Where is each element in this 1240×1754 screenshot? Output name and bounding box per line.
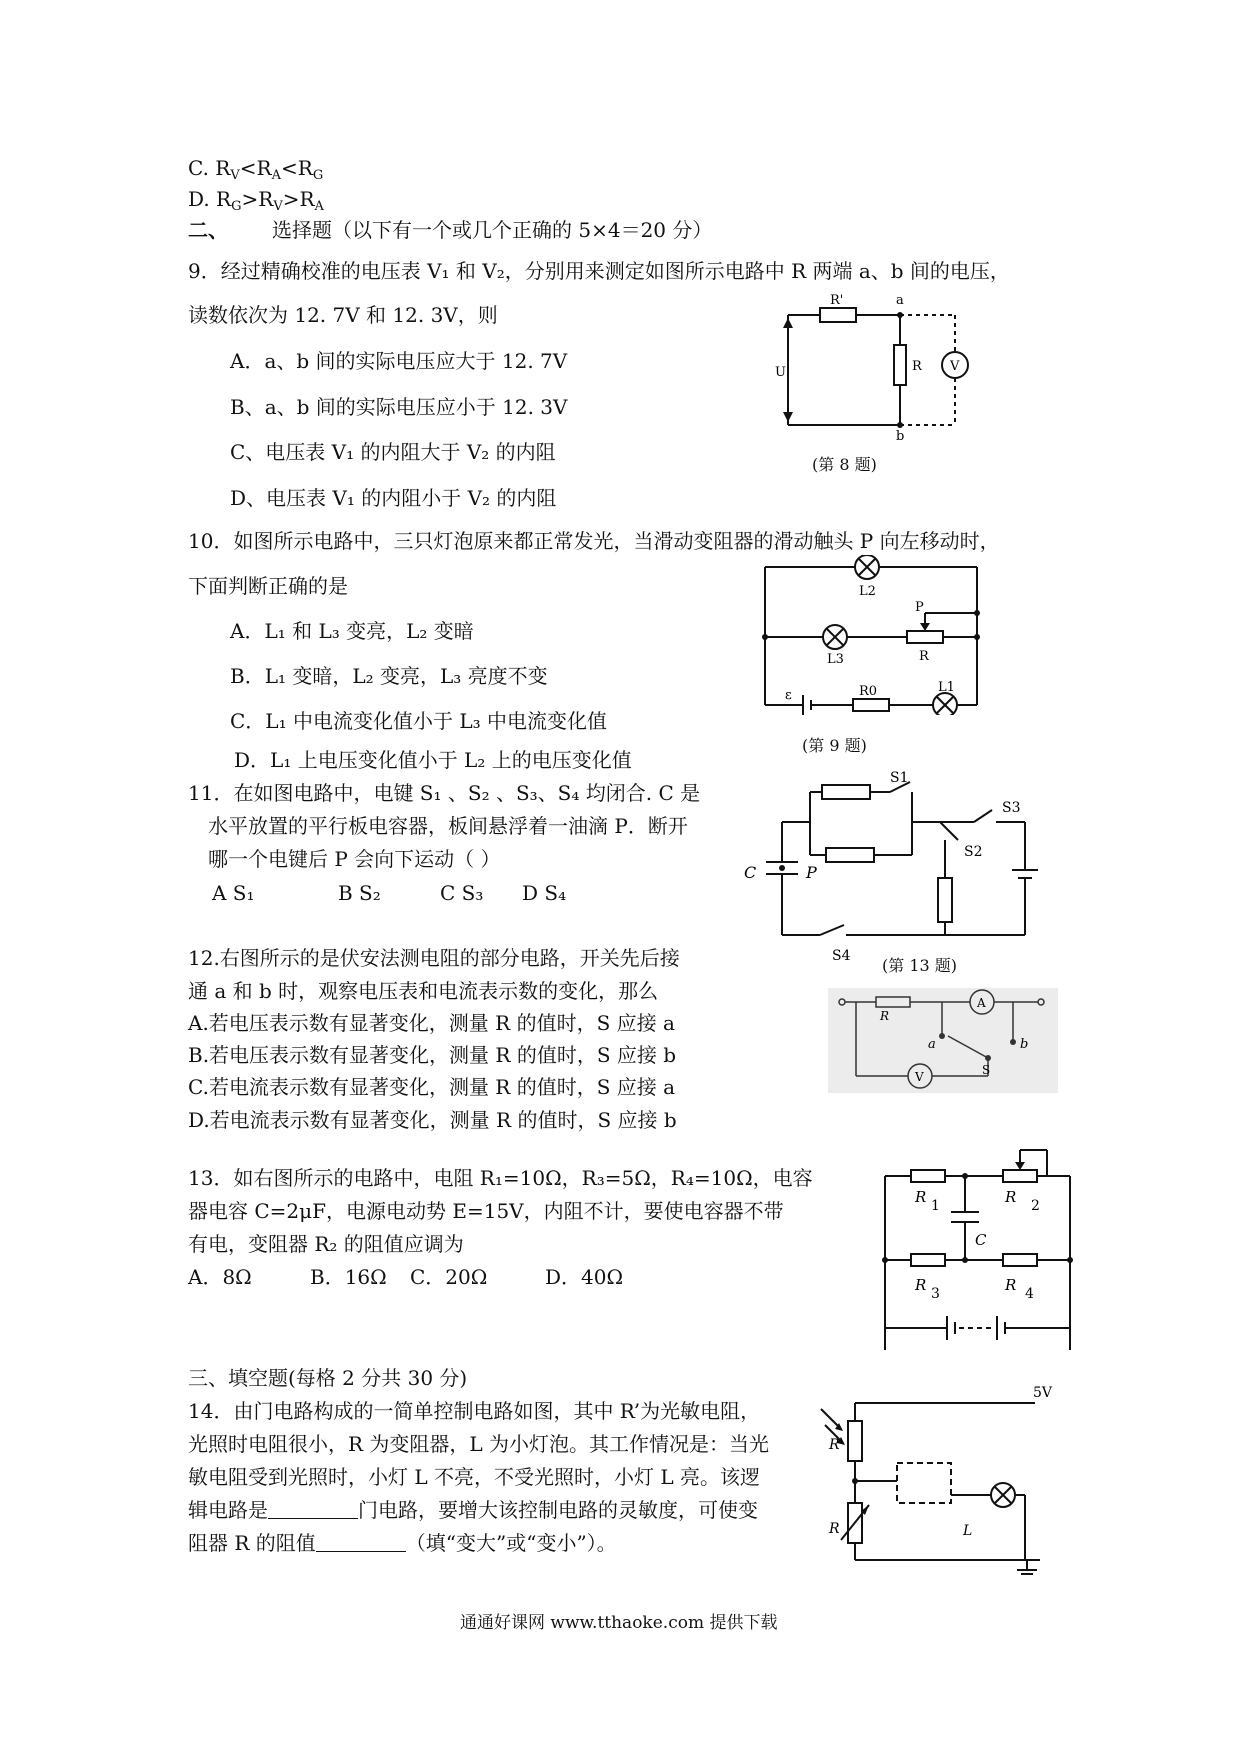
q12-label-s: S <box>982 1063 991 1077</box>
q13-label-r4: R <box>1005 1276 1017 1294</box>
q13-stem-line3: 有电，变阻器 R₂ 的阻值应调为 <box>188 1232 464 1256</box>
q9-label-r: R <box>912 359 922 374</box>
q12-label-a: a <box>928 1037 936 1052</box>
q9-label-b: b <box>896 429 905 440</box>
page-footer: 通通好课网 www.tthaoke.com 提供下载 <box>460 1613 778 1633</box>
q14-label-l: L <box>963 1523 973 1539</box>
q14-stem-line1: 14．由门电路构成的一简单控制电路如图，其中 R’为光敏电阻， <box>188 1399 761 1423</box>
q12-label-voltmeter: V <box>915 1070 924 1084</box>
q11-option-a: A S₁ <box>212 881 255 905</box>
q10-label-p: P <box>915 600 924 615</box>
q13-option-b: B．16Ω <box>310 1265 387 1289</box>
q14-label-r: R <box>829 1521 840 1537</box>
q10-label-r: R <box>919 649 929 664</box>
q9-option-b: B、a、b 间的实际电压应小于 12. 3V <box>230 395 568 419</box>
q10-label-l2: L2 <box>859 584 876 599</box>
q11-label-s3: S3 <box>1002 800 1021 816</box>
q12-option-a: A.若电压表示数有显著变化，测量 R 的值时，S 应接 a <box>188 1011 675 1035</box>
q12-option-c: C.若电流表示数有显著变化，测量 R 的值时，S 应接 a <box>188 1075 676 1099</box>
q12-circuit-figure <box>828 988 1058 1093</box>
q9-stem-line2: 读数依次为 12. 7V 和 12. 3V，则 <box>188 303 498 327</box>
q14-stem-line3: 敏电阻受到光照时，小灯 L 不亮，不受光照时，小灯 L 亮。该逻 <box>188 1465 760 1489</box>
q11-label-s4: S4 <box>832 948 851 964</box>
q11-option-c: C S₃ <box>440 881 484 905</box>
q9-option-d: D、电压表 V₁ 的内阻小于 V₂ 的内阻 <box>230 486 557 510</box>
q13-stem-line2: 器电容 C=2μF，电源电动势 E=15V，内阻不计，要使电容器不带 <box>188 1199 784 1223</box>
section2-number: 二、 <box>188 218 228 242</box>
q13-label-r4-sub: 4 <box>1025 1286 1034 1302</box>
q10-figure-caption: (第 9 题) <box>802 736 867 755</box>
q13-stem-line1: 13．如右图所示的电路中，电阻 R₁=10Ω，R₃=5Ω，R₄=10Ω，电容 <box>188 1166 813 1190</box>
q9-option-c: C、电压表 V₁ 的内阻大于 V₂ 的内阻 <box>230 440 556 464</box>
q13-label-r2-sub: 2 <box>1031 1198 1040 1214</box>
q14-circuit-figure <box>815 1385 1075 1575</box>
q12-label-b: b <box>1020 1037 1029 1052</box>
q10-stem-line2: 下面判断正确的是 <box>188 574 348 598</box>
q14-label-5v: 5V <box>1033 1385 1053 1401</box>
q9-stem-line1: 9．经过精确校准的电压表 V₁ 和 V₂，分别用来测定如图所示电路中 R 两端 a、b 间的电压， <box>188 259 1010 283</box>
q10-label-l1: L1 <box>938 680 955 695</box>
q11-option-b: B S₂ <box>338 881 381 905</box>
q13-option-c: C．20Ω <box>410 1265 488 1289</box>
q11-stem-line2: 水平放置的平行板电容器，板间悬浮着一油滴 P．断开 <box>208 814 688 838</box>
q14-stem-line4-post: 门电路，要增大该控制电路的灵敏度，可使变 <box>358 1498 758 1522</box>
q14-stem-line5-pre: 阻器 R 的阻值 <box>188 1531 316 1555</box>
q11-option-d: D S₄ <box>522 881 567 905</box>
q10-label-r0: R0 <box>859 684 878 699</box>
q13-circuit-figure <box>865 1140 1080 1350</box>
q10-option-b: B．L₁ 变暗，L₂ 变亮，L₃ 亮度不变 <box>230 664 548 688</box>
q14-stem-line5-post: （填“变大”或“变小”）。 <box>405 1531 617 1555</box>
q10-option-c: C．L₁ 中电流变化值小于 L₃ 中电流变化值 <box>230 709 607 733</box>
q9-label-a: a <box>896 293 904 308</box>
q11-figure-caption: (第 13 题) <box>882 956 958 975</box>
q9-label-u: U <box>775 365 786 380</box>
q11-label-s2: S2 <box>964 844 983 860</box>
q11-label-p: P <box>806 863 817 882</box>
q11-stem-line3: 哪一个电键后 P 会向下运动（ ） <box>208 847 501 871</box>
q14-blank-resistor-change[interactable] <box>316 1533 406 1552</box>
q13-option-d: D．40Ω <box>545 1265 624 1289</box>
q14-stem-line4-pre: 辑电路是 <box>188 1498 268 1522</box>
q10-circuit-figure <box>755 555 985 715</box>
q13-label-c: C <box>975 1231 987 1249</box>
q14-label-r-prime: R' <box>829 1437 844 1453</box>
section3-title: 三、填空题(每格 2 分共 30 分) <box>188 1366 468 1390</box>
section2-title: 选择题（以下有一个或几个正确的 5×4＝20 分） <box>272 218 713 242</box>
q9-label-v: V <box>950 359 960 374</box>
q10-label-emf: ε <box>785 688 792 703</box>
q11-label-s1: S1 <box>890 770 909 786</box>
q9-label-r-prime: R' <box>830 293 844 308</box>
q14-blank-gate-type[interactable] <box>268 1500 358 1519</box>
q13-label-r1-sub: 1 <box>931 1198 940 1214</box>
q14-stem-line4 <box>188 1497 758 1523</box>
q14-stem-line2: 光照时电阻很小，R 为变阻器，L 为小灯泡。其工作情况是：当光 <box>188 1432 770 1456</box>
q9-circuit-figure <box>770 290 980 440</box>
q14-stem-line5 <box>188 1530 617 1556</box>
q12-stem-line1: 12.右图所示的是伏安法测电阻的部分电路，开关先后接 <box>188 946 680 970</box>
q12-label-ammeter: A <box>977 996 986 1010</box>
q13-option-a: A．8Ω <box>188 1265 252 1289</box>
q10-label-l3: L3 <box>827 652 844 667</box>
q12-label-r: R <box>880 1009 890 1023</box>
q9-option-a: A．a、b 间的实际电压应大于 12. 7V <box>230 349 568 373</box>
q13-label-r3: R <box>915 1276 927 1294</box>
option-d-prev: D. $R_G>R_V>R_A$ <box>188 187 324 214</box>
q10-option-d: D．L₁ 上电压变化值小于 L₂ 上的电压变化值 <box>234 748 632 772</box>
q10-stem-line1: 10．如图所示电路中，三只灯泡原来都正常发光，当滑动变阻器的滑动触头 P 向左移动时， <box>188 529 1000 553</box>
q9-figure-caption: (第 8 题) <box>812 455 877 474</box>
q13-label-r1: R <box>915 1188 927 1206</box>
q11-label-c: C <box>744 863 757 882</box>
q13-label-r3-sub: 3 <box>931 1286 940 1302</box>
q12-stem-line2: 通 a 和 b 时，观察电压表和电流表示数的变化，那么 <box>188 979 659 1003</box>
q12-option-d: D.若电流表示数有显著变化，测量 R 的值时，S 应接 b <box>188 1108 677 1132</box>
option-c-prev: C. $R_V<R_A<R_G$ <box>188 156 324 183</box>
q12-option-b: B.若电压表示数有显著变化，测量 R 的值时，S 应接 b <box>188 1043 677 1067</box>
q11-stem-line1: 11．在如图电路中，电键 S₁ 、S₂ 、S₃、S₄ 均闭合. C 是 <box>188 781 701 805</box>
q11-circuit-figure <box>740 770 1040 970</box>
q13-label-r2: R <box>1005 1188 1017 1206</box>
q10-option-a: A．L₁ 和 L₃ 变亮，L₂ 变暗 <box>230 619 474 643</box>
